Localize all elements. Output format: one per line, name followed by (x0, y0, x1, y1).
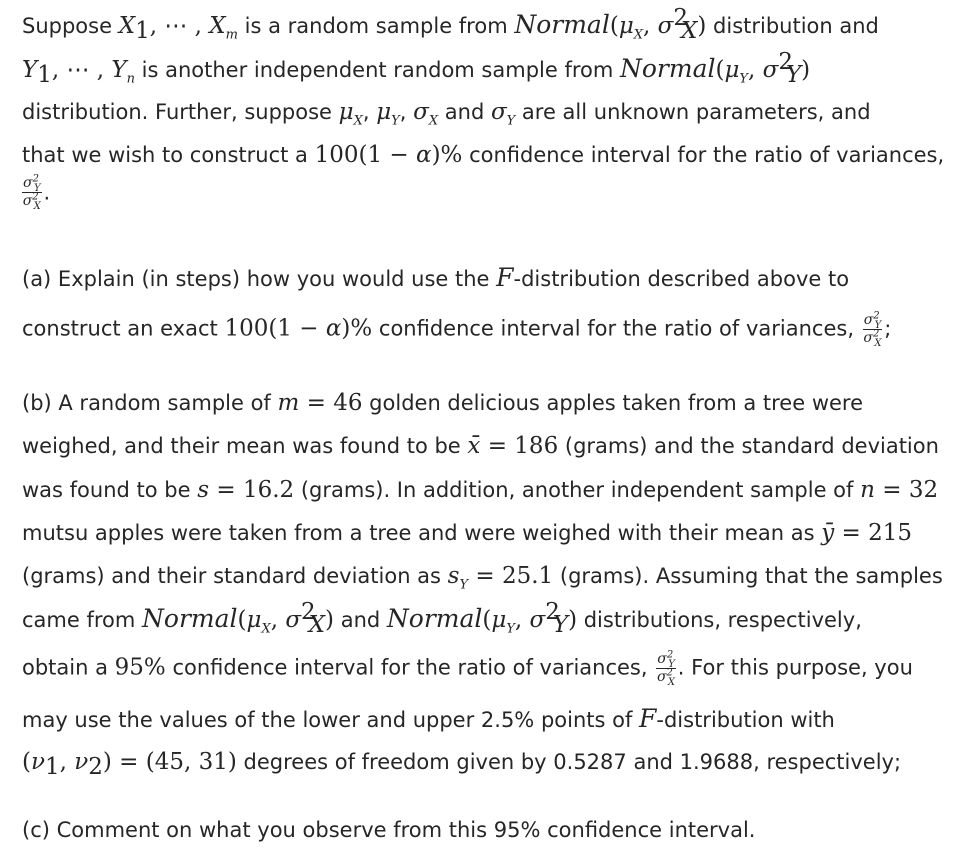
part-b-line-1: (b) A random sample of m = 46 golden delicious apples taken from a tree were (22, 390, 864, 416)
intro-line-1: Suppose $X_1$, ⋯ , $X_m$ is a random sample from $Normal(\mu_X$, $\sigma^2_X$) distribution and (22, 5, 879, 45)
intro-line-2: $Y_1$, ⋯ , $Y_n$ is another independent random sample from $Normal(\mu_Y$, $\sigma^2_Y$) (22, 49, 811, 89)
part-a-line-1: (a) Explain (in steps) how you would use the F-distribution described above to (22, 263, 850, 292)
part-b-line-5: (grams) and their standard deviation as $s_Y = 25.1$ (grams). Assuming that the samples (22, 563, 943, 593)
part-b-line-6: came from $Normal(\mu_X$, $\sigma^2_X$) and $Normal(\mu_Y$, $\sigma^2_Y$) distributions, respectively, (22, 599, 862, 639)
part-b-line-8: may use the values of the lower and upper 2.5% points of F-distribution with (22, 704, 835, 733)
part-b-line-4: mutsu apples were taken from a tree and were weighed with their mean as ȳ = 215 (22, 520, 913, 546)
intro-ratio-fraction: $\frac{\sigma^2_Y}{\sigma^2_X}$ . (22, 173, 51, 212)
intro-line-4: that we wish to construct a 100(1 − α)% confidence interval for the ratio of variances, (22, 142, 945, 168)
part-b-line-9: ($\nu_1$, $\nu_2) = (45$, 31) degrees of freedom given by 0.5287 and 1.9688, respectively; (22, 749, 902, 781)
part-c-line: (c) Comment on what you observe from this 95% confidence interval. (22, 818, 756, 842)
part-b-line-7: obtain a 95% confidence interval for the ratio of variances, $\frac{\sigma^2_Y}{\sigma^2_X}$ . For this purpose, you (22, 649, 913, 688)
part-b-line-2: weighed, and their mean was found to be x̄ = 186 (grams) and the standard deviation (22, 433, 939, 459)
intro-line-3: distribution. Further, suppose $\mu_X$, $\mu_Y$, $\sigma_X$ and $\sigma_Y$ are all unknown parameters, and (22, 99, 871, 129)
part-a-line-2: construct an exact 100(1 − α)% confidence interval for the ratio of variances, $\frac{\sigma^2_Y}{\sigma^2_X}$ ; (22, 310, 892, 349)
part-b-line-3: was found to be s = 16.2 (grams). In addition, another independent sample of n = 32 (22, 477, 939, 503)
